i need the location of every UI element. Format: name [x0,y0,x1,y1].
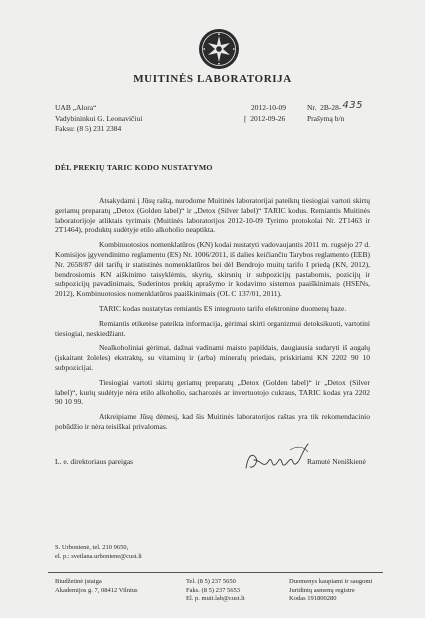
paragraph: Tiesiogiai vartoti skirtų geriamų preparatų „Detox (Golden label)“ ir „Detox (Silver label)“, kurių sudėtyje nėra etilo alkoholio, sacharozės ar invertuotojo cukraus, TARIC kodas yra 2202 90 10 99. [55,377,370,407]
request-label: Prašymą b/n [307,113,345,123]
handwritten-number: 435 [342,100,363,111]
paragraph: TARIC kodas nustatytas remiantis ES integruoto tarifo elektronine duomenų baze. [99,303,347,313]
paragraph: Kombinuotosios nomenklatūros (KN) kodai nustatyti vadovaujantis 2011 m. rugsėjo 27 d. Komisijos įgyvendinimo reglamentu (ES) Nr. 1006/2011, iš dalies keičiančiu Tarybos reglamento (EEB) Nr. 2658/87 dėl tarifų ir statistinės nomenklatūros bei dėl Bendrojo muitų tarifo I priedą (KN, 2012), bendrosiomis KN aiškinimo taisyklėmis, skyrių, skirsnių ir subpozicijų pastabomis, pozicijų ir subpozicijų pavadinimais, Suderintos prekių aprašymo ir kodavimo sistemos paaiškinimais (HSENs, 2012), Kombinuotosios nomenklatūros paaiškinimais (OL C 137/01, 2011). [55,240,370,299]
letter-body [55,196,370,437]
footer-line: Akademijos g. 7, 08412 Vilnius [55,586,138,594]
footer-line: Tel. (8 5) 237 5650 [186,578,236,585]
recipient-fax: Faksu: (8 5) 231 2384 [55,124,122,133]
paragraph: Atsakydami į Jūsų raštą, nurodome Muitinės laboratorijai pateiktų tiesiogiai vartoti skirtų geriamų preparatų „Detox (Golden label)“ ir „Detox (Silver label)“ TARIC kodus. Remiantis Muitinės laboratorijoje atliktais tyrimais (Muitinės laboratorijos 2012-10-09 Tyrimo protokolai Nr. 2T1463 ir 2T1464), produktų sudėtyje etilo alkoholio neaptikta. [55,196,370,235]
reference-row-2 [244,113,363,125]
paragraph: Nealkoholiniai gėrimai, dažnai vadinami maisto papildais, daugiausia sudaryti iš augalų (įskaitant žoleles) ekstraktų, su vitaminų ir (arba) mineralų priedais, priskiriami KN 2202 90 10 subpozicijai. [55,343,370,372]
handwritten-signature [238,438,318,478]
contact-email: el. p.: svetlana.urboniene@cust.lt [55,553,142,560]
footer-column-registry [289,578,372,604]
request-date: [ 2012-09-26 [244,113,286,123]
paragraph: Remiantis etiketėse pateikta informacija, gėrimai skirti organizmui detoksikuoti, vartotini tiesiogiai, neskiedžiant. [55,318,370,338]
reference-block [244,100,363,124]
organization-name: MUITINĖS LABORATORIJA [133,73,292,85]
footer-line: Faks. (8 5) 237 5653 [186,586,240,594]
footer-line: Kodas 191800280 [289,595,337,602]
contact-phone: S. Urbonienė, tel. 210 9650, [55,544,129,551]
signer-position: L. e. direktoriaus pareigas [55,457,134,466]
number-label: Nr. [307,103,317,112]
footer-divider [48,572,383,573]
recipient-block [55,103,142,135]
contact-block [55,543,142,561]
customs-emblem-icon [198,28,240,70]
recipient-person: Vadybininkui G. Leonavičiui [55,113,143,123]
letter-subject: DĖL PREKIŲ TARIC KODO NUSTATYMO [55,163,213,172]
footer-line: Duomenys kaupiami ir saugomi [289,578,373,585]
paragraph: Atkreipiame Jūsų dėmesį, kad šis Muitinės laboratorijos raštas yra tik rekomendacinio pobūdžio ir nėra teisiškai privalomas. [55,412,370,431]
footer-line: El. p. muit.lab@cust.lt [186,595,245,602]
footer-column-institution [55,578,138,595]
letter-number: 2B-28- [320,103,342,112]
recipient-company: UAB „Alora“ [55,103,97,112]
signer-name: Ramutė Neniškienė [307,457,366,466]
letter-date: 2012-10-09 [251,103,286,112]
footer-line: Juridinių asmenų registre [289,586,355,594]
footer-column-phones [186,578,245,604]
footer-line: Biudžetinė įstaiga [55,578,102,585]
reference-row-1 [251,100,363,114]
